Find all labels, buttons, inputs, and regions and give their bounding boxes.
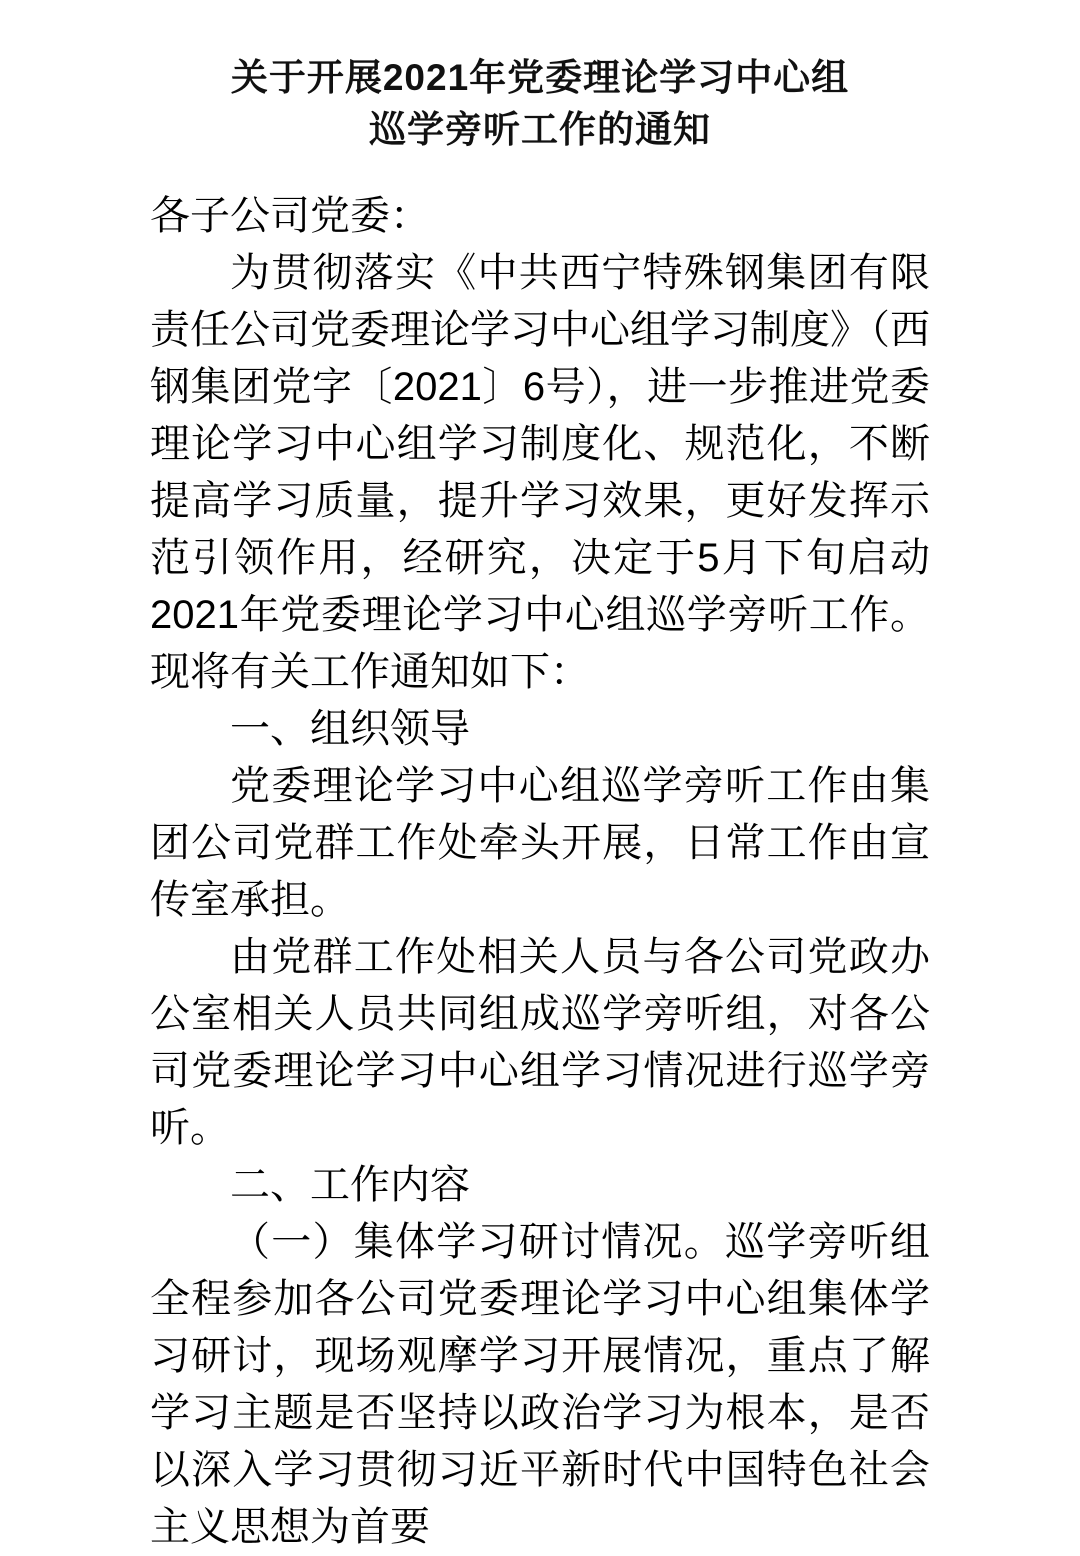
paragraph-opening: 为贯彻落实《中共西宁特殊钢集团有限责任公司党委理论学习中心组学习制度》（西钢集团党字〔2021〕6号），进一步推进党委理论学习中心组学习制度化、规范化，不断提高学习质量，提升学习效果，更好发挥示范引领作用，经研究，决定于5月下旬启动2021年党委理论学习中心组巡学旁听工作。现将有关工作通知如下： xyxy=(150,251,930,694)
paragraph-content-1: （一）集体学习研讨情况。巡学旁听组全程参加各公司党委理论学习中心组集体学习研讨，现场观摩学习开展情况，重点了解学习主题是否坚持以政治学习为根本，是否以深入学习贯彻习近平新时代中国特色社会主义思想为首要 xyxy=(150,1220,930,1549)
paragraph-heading-one: 一、组织领导 xyxy=(230,707,470,751)
document-title xyxy=(150,52,930,156)
document-body xyxy=(150,188,930,1556)
paragraph-org-lead-1: 党委理论学习中心组巡学旁听工作由集团公司党群工作处牵头开展，日常工作由宣传室承担。 xyxy=(150,764,930,922)
document-title-line-1: 关于开展2021年党委理论学习中心组 xyxy=(230,57,850,98)
paragraph-salutation: 各子公司党委： xyxy=(150,194,430,238)
document-title-line-2: 巡学旁听工作的通知 xyxy=(369,109,711,150)
paragraph-org-lead-2: 由党群工作处相关人员与各公司党政办公室相关人员共同组成巡学旁听组，对各公司党委理论学习中心组学习情况进行巡学旁听。 xyxy=(150,935,930,1150)
paragraph-heading-two: 二、工作内容 xyxy=(230,1163,470,1207)
